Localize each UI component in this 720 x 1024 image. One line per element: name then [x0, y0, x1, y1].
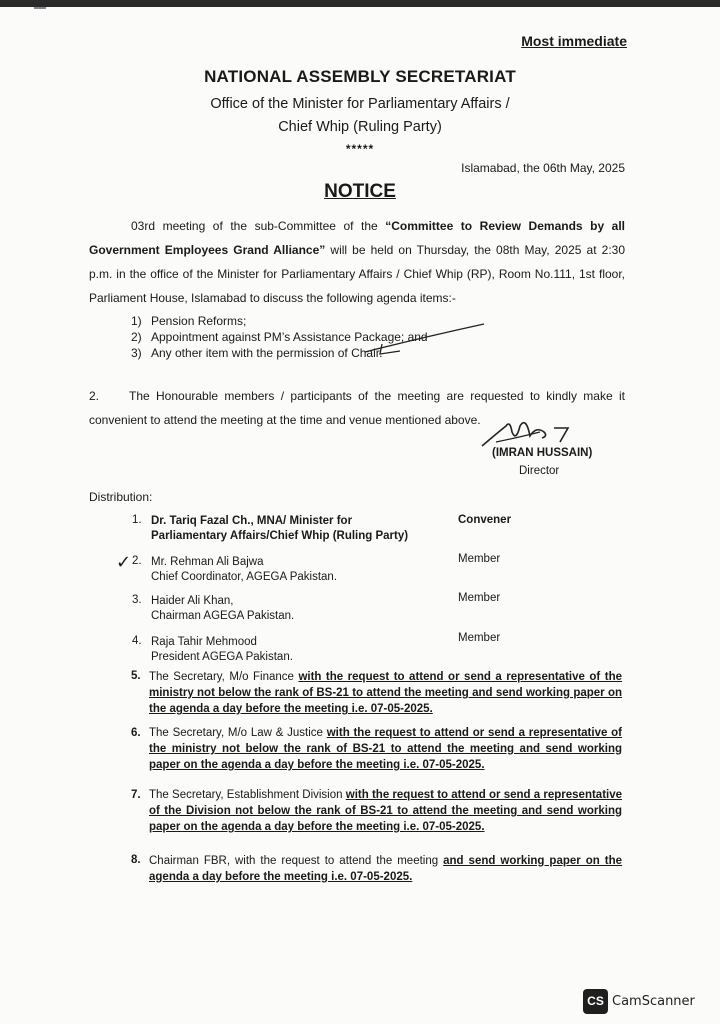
member-role: Member — [458, 553, 501, 565]
signatory-name: (IMRAN HUSSAIN) — [492, 447, 593, 459]
meeting-ordinal: 03rd — [131, 219, 156, 233]
member-number: 4. — [132, 635, 142, 647]
notice-paragraph-2: 2. The Honourable members / participants of the meeting are requested to kindly make it convenient to attend the meeting at the time and venue mentioned above. — [89, 389, 625, 427]
pen-annotation — [360, 318, 490, 358]
recipient-number: 7. — [131, 789, 141, 801]
committee-name: “Committee to Review Demands by all Government Employees Grand Alliance” — [89, 219, 626, 257]
member-entry: Dr. Tariq Fazal Ch., MNA/ Minister for Parliamentary Affairs/Chief Whip (Ruling Party) — [151, 515, 409, 542]
distribution-label: Distribution: — [89, 490, 153, 504]
camscanner-watermark: CamScanner — [612, 994, 695, 1009]
member-role: Convener — [458, 514, 512, 526]
signature — [476, 412, 586, 452]
place-date: Islamabad, the 06th May, 2025 — [461, 161, 625, 175]
top-dark-strip — [0, 0, 720, 7]
recipient-number: 6. — [131, 727, 141, 739]
member-number: 3. — [132, 594, 142, 606]
recipient-entry: The Secretary, M/o Law & Justice with the request to attend or send a representative of the ministry not below the rank of BS-21 to attend the meeting and send working paper on the agenda a day before the meeting i.e. 07-05-2025. — [149, 727, 622, 771]
recipient-number: 8. — [131, 854, 141, 866]
member-number: 1. — [132, 514, 142, 526]
check-mark-icon: ✓ — [116, 552, 132, 572]
member-entry: Haider Ali Khan, Chairman AGEGA Pakistan. — [151, 595, 295, 622]
member-role: Member — [458, 632, 501, 644]
recipient-entry: The Secretary, Establishment Division with the request to attend or send a representative of the Division not below the rank of BS-21 to attend the meeting and send working paper on the agenda a day before the meeting i.e. 07-05-2025. — [149, 789, 623, 833]
member-role: Member — [458, 592, 501, 604]
agenda-item: 1) Pension Reforms; — [131, 314, 247, 328]
member-number: 2. — [132, 555, 142, 567]
org-office-line1: Office of the Minister for Parliamentary Affairs / — [210, 96, 510, 112]
recipient-entry: Chairman FBR, with the request to attend the meeting and send working paper on the agenda a day before the meeting i.e. 07-05-2025. — [149, 855, 623, 883]
recipient-number: 5. — [131, 670, 141, 682]
member-entry: Raja Tahir Mehmood President AGEGA Pakistan. — [151, 636, 293, 663]
org-office-line2: Chief Whip (Ruling Party) — [278, 119, 442, 135]
camscanner-logo-icon: CS — [583, 989, 608, 1014]
member-entry: Mr. Rehman Ali Bajwa Chief Coordinator, AGEGA Pakistan. — [151, 556, 338, 583]
notice-heading: NOTICE — [324, 181, 396, 202]
recipient-entry: The Secretary, M/o Finance with the request to attend or send a representative of the ministry not below the rank of BS-21 to attend the meeting and send working paper on the agenda a day before the meeting i.e. 07-05-2025. — [149, 671, 622, 715]
signatory-designation: Director — [519, 465, 560, 477]
separator-stars: ***** — [345, 142, 375, 156]
agenda-item: 3) Any other item with the permission of Chair. — [131, 346, 383, 360]
agenda-item: 2) Appointment against PM’s Assistance Package; and — [131, 330, 428, 344]
scan-mark — [34, 7, 46, 9]
notice-paragraph-1: 03rd meeting of the sub-Committee of the “Committee to Review Demands by all Government Employees Grand Alliance” will be held on Thursday, the 08th May, 2025 at 2:30 p.m. in the office of the Minister for Parliamentary Affairs / Chief Whip (RP), Room No.111, 1st floor, Parliament House, Islamabad to discuss the following agenda items:- — [89, 219, 626, 305]
org-title: NATIONAL ASSEMBLY SECRETARIAT — [204, 67, 516, 86]
urgency-label: Most immediate — [521, 33, 627, 49]
